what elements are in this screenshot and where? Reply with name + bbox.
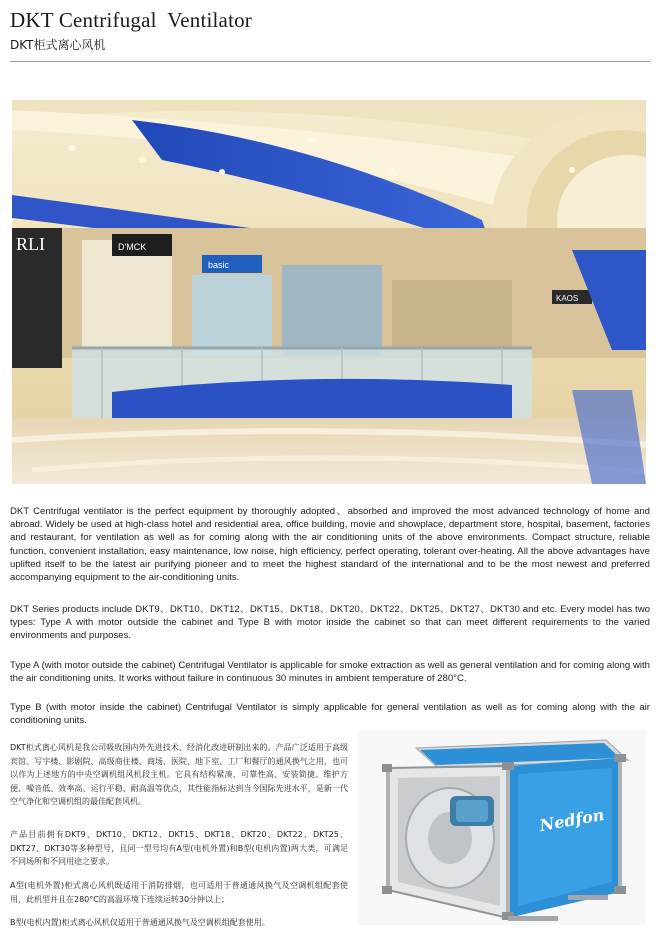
header-divider xyxy=(10,61,650,62)
sign-kaos: KAOS xyxy=(556,294,579,303)
paragraph-cn-overview: DKT柜式离心风机是我公司吸收国内外先进技术、经消化改进研制出来的。产品广泛适用于高级宾馆、写字楼、影剧院、高级商住楼、商场、医院、地下室、工厂和餐厅的通风换气之用，也可以作为上述地方的中央空调机组风机段主机。它具有结构紧凑、可靠性高、安装简捷、维护方便、噪音低、效率高、运行平稳、耐高温等优点，其性能指标达到当今国际先进水平，是新一代空气净化和空调机组的最佳配套风机。 xyxy=(10,743,348,807)
ventilator-product-photo xyxy=(358,730,646,925)
sign-basic: basic xyxy=(208,260,230,270)
sign-rli: RLI xyxy=(16,234,45,254)
sign-dmck: D'MCK xyxy=(118,242,147,252)
title-english: DKT Centrifugal Ventilator xyxy=(10,8,252,32)
paragraph-cn-type-b: B型(电机内置)柜式离心风机仅适用于普通通风换气及空调机组配套使用。 xyxy=(10,918,270,927)
nedfon-logo: Nedfon xyxy=(538,804,606,836)
paragraph-overview: DKT Centrifugal ventilator is the perfect equipment by thoroughly adopted、absorbed and improved the most advanced technology of home and abroad. Widely be used at high-class hotel and residential area, office building, movie and showplace, department store, hospital, basement, factories and restaurant, for ventilation as well as for coming along with the air conditioning units of the above environments. Compact structure, reliable function, convenient installation, easy maintenance, low noise, high efficiency, perfect operating, tolerant over-heating. All the above advantages have uplifted itself to be the latest air purifying pioneer and to meet the highest standard of the international and to be the most newest and preferred accompanying equipment to the air-conditioning units. xyxy=(10,506,650,584)
paragraph-cn-type-a: A型(电机外置)柜式离心风机既适用于消防排烟，也可适用于普通通风换气及空调机组配套使用，此机型并且在280°C的高温环境下连续运转30分钟以上； xyxy=(10,881,348,904)
title-chinese: DKT柜式离心风机 xyxy=(10,38,106,52)
mall-interior-photo xyxy=(12,100,646,484)
paragraph-type-a: Type A (with motor outside the cabinet) Centrifugal Ventilator is applicable for smoke extraction as well as general ventilation and for coming along with the air conditioning units. It works without failure in continuous 30 minutes in ambient temperature of 280°C. xyxy=(10,660,650,685)
paragraph-cn-series: 产品目前拥有DKT9、DKT10、DKT12、DKT15、DKT18、DKT20、DKT22、DKT25、DKT27、DKT30等多种型号，且同一型号均有A型(电机外置)和B型(电机内置)两大类，可满足不同场所和不同用途之要求。 xyxy=(10,830,348,867)
paragraph-type-b: Type B (with motor inside the cabinet) Centrifugal Ventilator is simply applicable for general ventilation as well as for coming along with the air conditioning units. xyxy=(10,702,650,727)
paragraph-series: DKT Series products include DKT9、DKT10、DKT12、DKT15、DKT18、DKT20、DKT22、DKT25、DKT27、DKT30 and etc. Every model has two types: Type A with motor outside the cabinet and Type B with motor inside the cabinet so that can meet different requirements to the varied environments and purposes. xyxy=(10,604,650,642)
